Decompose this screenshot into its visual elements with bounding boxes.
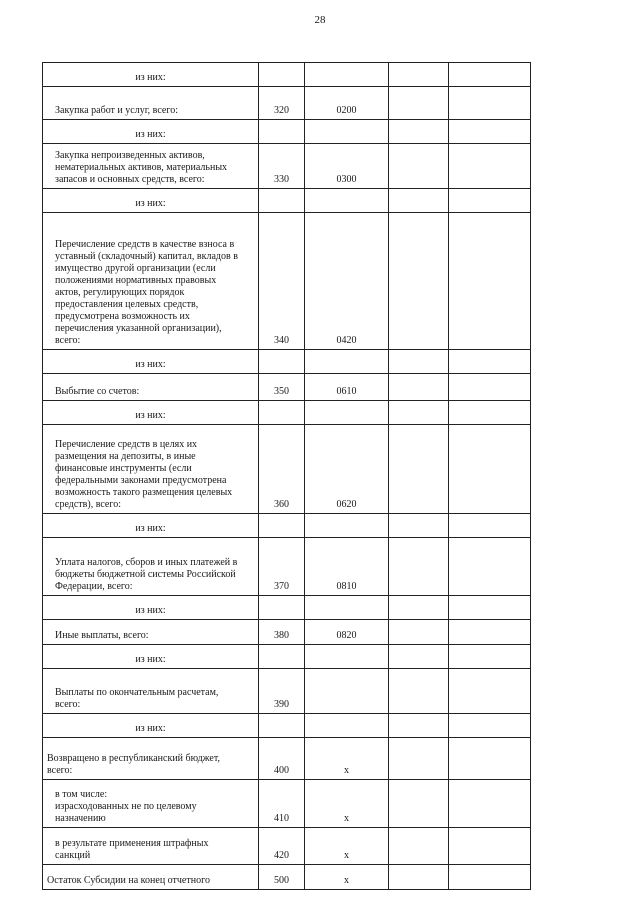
table-row	[43, 738, 531, 780]
amount-cell	[449, 738, 531, 780]
line-code-cell: 350	[259, 374, 305, 401]
row-label	[43, 669, 259, 714]
row-label-text: Закупка работ и услуг, всего:	[55, 105, 178, 116]
amount-cell	[389, 714, 449, 738]
table-row	[43, 669, 531, 714]
amount-cell	[389, 538, 449, 596]
row-label-text: из них:	[135, 523, 166, 534]
line-code-cell: 500	[259, 865, 305, 890]
amount-cell	[389, 189, 449, 213]
amount-cell	[389, 63, 449, 87]
amount-cell	[389, 669, 449, 714]
row-label	[43, 738, 259, 780]
amount-cell	[389, 596, 449, 620]
row-label-text: из них:	[135, 72, 166, 83]
row-label	[43, 714, 259, 738]
row-label	[43, 620, 259, 645]
amount-cell	[449, 120, 531, 144]
line-code-cell	[259, 189, 305, 213]
line-code-cell: 340	[259, 213, 305, 350]
line-code-cell	[259, 596, 305, 620]
row-label	[43, 425, 259, 514]
analytic-code-cell	[305, 401, 389, 425]
amount-cell	[389, 374, 449, 401]
row-label-text: Уплата налогов, сборов и иных платежей в бюджеты бюджетной системы Российской Федерации, всего:	[55, 557, 238, 592]
row-label-text: Возвращено в республиканский бюджет, всего:	[47, 753, 220, 776]
line-code-cell	[259, 714, 305, 738]
amount-cell	[389, 645, 449, 669]
analytic-code-cell	[305, 669, 389, 714]
amount-cell	[449, 401, 531, 425]
line-code-cell	[259, 514, 305, 538]
subheading-row	[43, 120, 531, 144]
amount-cell	[449, 714, 531, 738]
amount-cell	[449, 374, 531, 401]
amount-cell	[449, 780, 531, 828]
table-row	[43, 144, 531, 189]
row-label	[43, 828, 259, 865]
amount-cell	[389, 350, 449, 374]
table-row	[43, 620, 531, 645]
row-label-text: Выбытие со счетов:	[55, 386, 140, 397]
analytic-code-cell: x	[305, 828, 389, 865]
analytic-code-cell	[305, 63, 389, 87]
subheading-row	[43, 645, 531, 669]
row-label-text: из них:	[135, 410, 166, 421]
table-row	[43, 780, 531, 828]
row-label	[43, 63, 259, 87]
row-label-text: из них:	[135, 129, 166, 140]
table-row	[43, 538, 531, 596]
amount-cell	[389, 828, 449, 865]
row-label	[43, 213, 259, 350]
analytic-code-cell: 0610	[305, 374, 389, 401]
table-row	[43, 425, 531, 514]
line-code-cell: 330	[259, 144, 305, 189]
line-code-cell	[259, 645, 305, 669]
line-code-cell: 370	[259, 538, 305, 596]
row-label-text: в результате применения штрафных санкций	[55, 838, 209, 861]
line-code-cell: 390	[259, 669, 305, 714]
row-label	[43, 780, 259, 828]
amount-cell	[389, 780, 449, 828]
row-label-text: из них:	[135, 654, 166, 665]
amount-cell	[449, 189, 531, 213]
line-code-cell	[259, 63, 305, 87]
subheading-row	[43, 514, 531, 538]
line-code-cell	[259, 401, 305, 425]
row-label-text: Остаток Субсидии на конец отчетного	[47, 875, 210, 886]
analytic-code-cell: 0300	[305, 144, 389, 189]
report-table-body	[43, 63, 531, 890]
row-label-text: из них:	[135, 723, 166, 734]
amount-cell	[449, 87, 531, 120]
analytic-code-cell: 0420	[305, 213, 389, 350]
amount-cell	[389, 738, 449, 780]
table-row	[43, 213, 531, 350]
subheading-row	[43, 401, 531, 425]
row-label	[43, 645, 259, 669]
report-table	[42, 62, 531, 890]
amount-cell	[449, 828, 531, 865]
analytic-code-cell	[305, 120, 389, 144]
analytic-code-cell: x	[305, 780, 389, 828]
amount-cell	[449, 425, 531, 514]
analytic-code-cell	[305, 350, 389, 374]
amount-cell	[449, 213, 531, 350]
amount-cell	[449, 350, 531, 374]
table-row	[43, 828, 531, 865]
amount-cell	[389, 514, 449, 538]
row-label-text: из них:	[135, 359, 166, 370]
analytic-code-cell	[305, 714, 389, 738]
row-label	[43, 401, 259, 425]
amount-cell	[449, 63, 531, 87]
line-code-cell: 320	[259, 87, 305, 120]
amount-cell	[389, 120, 449, 144]
amount-cell	[389, 620, 449, 645]
analytic-code-cell: 0620	[305, 425, 389, 514]
line-code-cell: 360	[259, 425, 305, 514]
amount-cell	[449, 669, 531, 714]
row-label	[43, 144, 259, 189]
amount-cell	[449, 596, 531, 620]
analytic-code-cell: x	[305, 865, 389, 890]
line-code-cell: 400	[259, 738, 305, 780]
row-label-text: из них:	[135, 605, 166, 616]
row-label	[43, 538, 259, 596]
subheading-row	[43, 189, 531, 213]
amount-cell	[449, 865, 531, 890]
analytic-code-cell	[305, 189, 389, 213]
analytic-code-cell	[305, 514, 389, 538]
row-label-text: Иные выплаты, всего:	[55, 630, 149, 641]
amount-cell	[389, 87, 449, 120]
analytic-code-cell: 0810	[305, 538, 389, 596]
table-row	[43, 87, 531, 120]
table-row	[43, 865, 531, 890]
row-label-text: из них:	[135, 198, 166, 209]
subheading-row	[43, 714, 531, 738]
row-label	[43, 514, 259, 538]
row-label-text: Перечисление средств в качестве взноса в уставный (складочный) капитал, вкладов в имущество другой организации (если положениями нормативных правовых актов, регулирующих порядок предоставления целевых средств, предусмотрена возможность их перечисления указанной организации), всего:	[55, 239, 238, 346]
line-code-cell	[259, 120, 305, 144]
subheading-row	[43, 350, 531, 374]
row-label	[43, 189, 259, 213]
amount-cell	[389, 865, 449, 890]
row-label-text: Перечисление средств в целях их размещения на депозиты, в иные финансовые инструменты (если федеральными законами предусмотрена возможность такого размещения целевых средств), всего:	[55, 439, 233, 510]
row-label	[43, 374, 259, 401]
line-code-cell	[259, 350, 305, 374]
subheading-row	[43, 596, 531, 620]
amount-cell	[449, 144, 531, 189]
amount-cell	[449, 538, 531, 596]
row-label	[43, 865, 259, 890]
analytic-code-cell: x	[305, 738, 389, 780]
amount-cell	[389, 213, 449, 350]
amount-cell	[389, 144, 449, 189]
row-label-text: Закупка непроизведенных активов, нематериальных активов, материальных запасов и основных средств, всего:	[55, 150, 228, 185]
subheading-row	[43, 63, 531, 87]
row-label	[43, 350, 259, 374]
table-row	[43, 374, 531, 401]
line-code-cell: 410	[259, 780, 305, 828]
analytic-code-cell	[305, 645, 389, 669]
row-label	[43, 120, 259, 144]
page-number: 28	[314, 14, 326, 26]
analytic-code-cell: 0200	[305, 87, 389, 120]
line-code-cell: 420	[259, 828, 305, 865]
analytic-code-cell	[305, 596, 389, 620]
row-label-text: в том числе: израсходованных не по целевому назначению	[55, 789, 197, 824]
row-label	[43, 596, 259, 620]
analytic-code-cell: 0820	[305, 620, 389, 645]
row-label	[43, 87, 259, 120]
amount-cell	[449, 620, 531, 645]
amount-cell	[389, 401, 449, 425]
row-label-text: Выплаты по окончательным расчетам, всего:	[55, 687, 219, 710]
line-code-cell: 380	[259, 620, 305, 645]
amount-cell	[389, 425, 449, 514]
amount-cell	[449, 645, 531, 669]
amount-cell	[449, 514, 531, 538]
